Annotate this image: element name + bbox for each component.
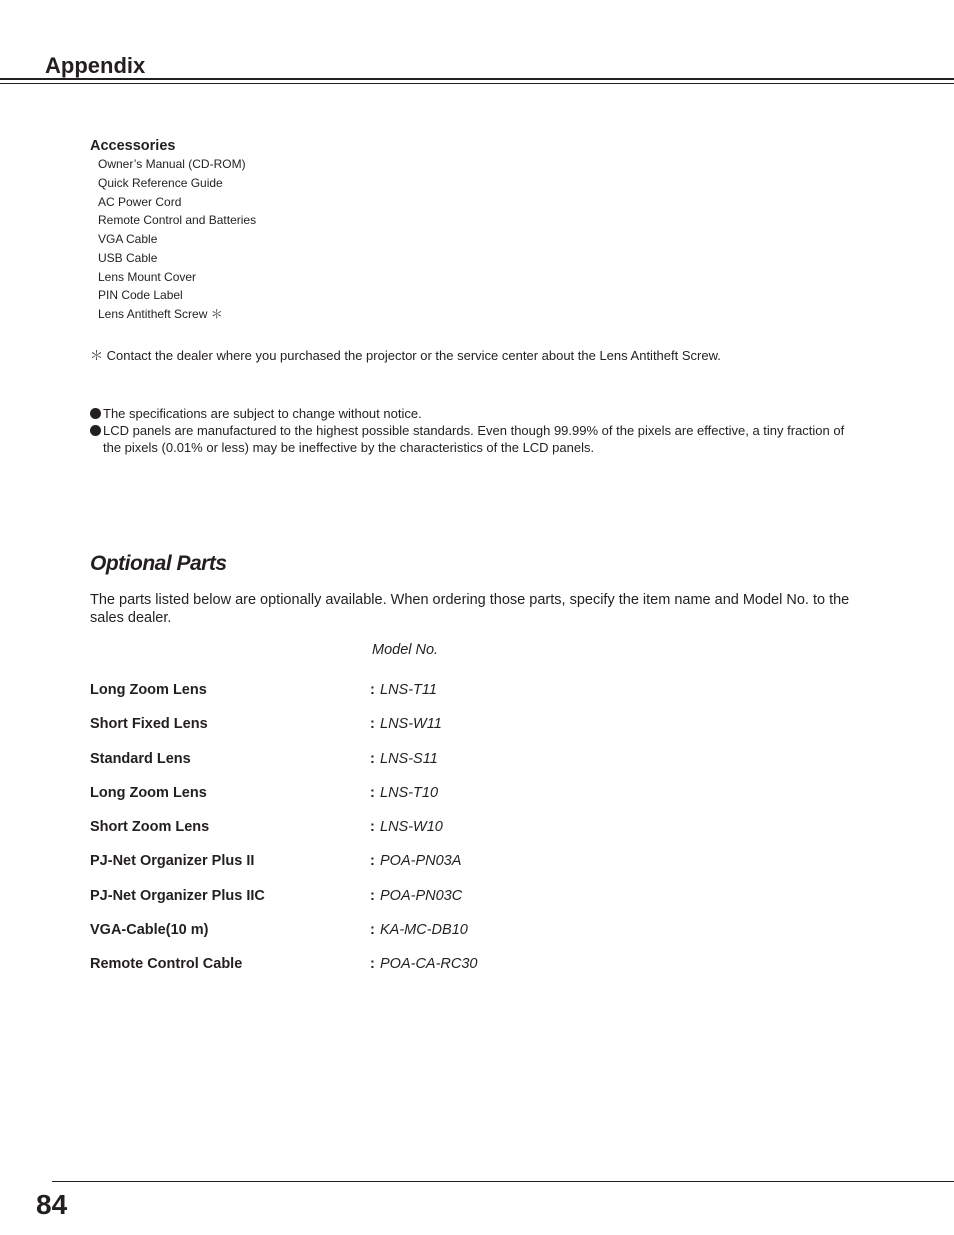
part-row [90,920,690,954]
part-separator: : [370,784,375,801]
part-name: Short Zoom Lens [90,819,210,835]
part-name: PJ-Net Organizer Plus II [90,853,255,870]
part-row [90,749,690,783]
part-separator: : [370,682,375,698]
part-row [90,817,690,851]
accessories-heading: Accessories [90,138,176,154]
part-row [90,886,690,920]
part-separator: : [370,819,375,835]
header-divider [0,78,954,80]
bullet-icon [90,408,101,419]
spec-note [90,405,860,422]
part-name: VGA-Cable(10 m) [90,921,209,938]
part-separator: : [370,887,375,904]
part-model-number: LNS-T11 [380,682,437,698]
part-separator: : [370,921,375,938]
accessories-list [98,155,256,324]
accessory-item: Remote Control and Batteries [98,213,257,228]
part-name: Long Zoom Lens [90,682,207,698]
model-number-header: Model No. [372,642,439,658]
accessory-item: VGA Cable [98,232,158,246]
part-row [90,954,690,988]
spec-note-text: LCD panels are manufactured to the highest possible standards. Even though 99.99% of the pixels are effective, a tiny fraction of the pixels (0.01% or less) may be ineffective by the characteristics of the LCD panels. [103,423,845,455]
accessory-item: Quick Reference Guide [98,175,223,190]
bullet-icon [90,425,101,436]
accessories-footnote: ＊ Contact the dealer where you purchased the projector or the service center about the Lens Antitheft Screw. [90,348,721,363]
part-model-number: POA-PN03C [380,887,463,904]
part-separator: : [370,853,375,870]
accessory-item: Lens Mount Cover [98,269,197,284]
part-model-number: LNS-T10 [380,784,439,801]
page-section-title: Appendix [45,53,146,78]
part-model-number: KA-MC-DB10 [380,921,468,938]
part-name: PJ-Net Organizer Plus IIC [90,887,265,904]
accessory-item: USB Cable [98,250,158,265]
part-name: Short Fixed Lens [90,716,208,733]
spec-notes [90,405,860,456]
part-separator: : [370,956,375,972]
part-model-number: LNS-W11 [380,716,442,733]
part-model-number: LNS-W10 [380,819,443,835]
part-row [90,680,690,714]
accessory-item: Owner’s Manual (CD-ROM) [98,157,246,171]
footer-divider [52,1181,954,1182]
page-number: 84 [36,1189,68,1220]
spec-note-text: The specifications are subject to change without notice. [103,406,422,421]
part-name: Long Zoom Lens [90,784,207,801]
part-row [90,851,690,885]
accessory-item: Lens Antitheft Screw ＊ [98,307,223,321]
header-divider-thin [0,83,954,84]
accessory-item: AC Power Cord [98,194,182,209]
part-model-number: POA-PN03A [380,853,462,870]
part-name: Standard Lens [90,750,191,767]
accessory-item: PIN Code Label [98,288,183,303]
part-row [90,714,690,748]
optional-parts-intro: The parts listed below are optionally available. When ordering those parts, specify the item name and Model No. to the sales dealer. [90,592,850,626]
spec-note [90,422,860,456]
part-separator: : [370,750,375,767]
part-separator: : [370,716,375,733]
optional-parts-title: Optional Parts [90,552,227,575]
part-row [90,783,690,817]
part-model-number: POA-CA-RC30 [380,956,478,972]
optional-parts-list [90,680,690,988]
part-model-number: LNS-S11 [380,750,438,767]
part-name: Remote Control Cable [90,956,243,972]
